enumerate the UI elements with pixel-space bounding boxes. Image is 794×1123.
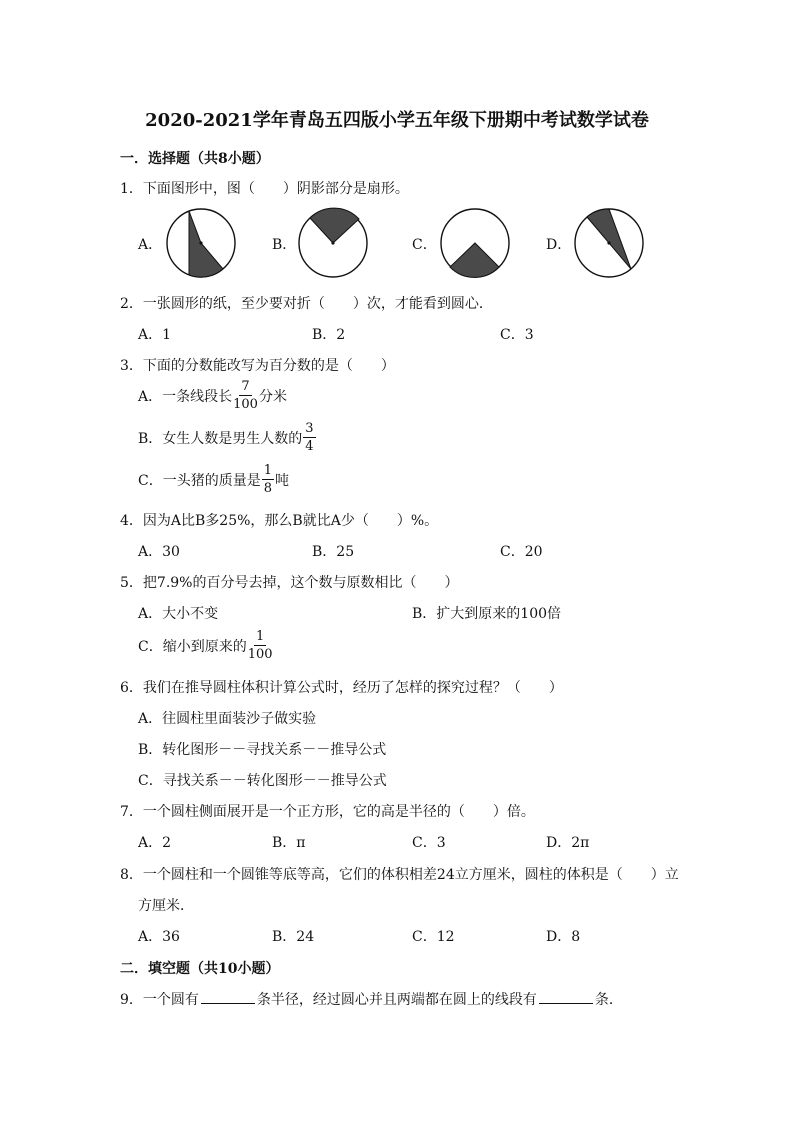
fraction-denominator: 8	[263, 481, 272, 496]
q1-figure-a	[165, 207, 237, 279]
q1-option-b-label: B．	[272, 237, 297, 253]
q3-option-a-prefix: A．一条线段长	[138, 388, 233, 405]
q9-suffix: 条．	[594, 992, 623, 1008]
q8-option-c: C．12	[412, 929, 455, 945]
q1-figure-d	[573, 207, 645, 279]
fraction-denominator: 100	[233, 397, 258, 412]
q5-option-c-prefix: C．缩小到原来的	[138, 638, 247, 655]
section-choice-heading: 一．选择题（共8小题）	[120, 151, 270, 167]
q5-option-a: A．大小不变	[138, 606, 219, 622]
fraction-numerator: 1	[263, 463, 272, 478]
question-5-text: 5．把7.9%的百分号去掉，这个数与原数相比（ ）	[120, 575, 459, 591]
question-6-text: 6．我们在推导圆柱体积计算公式时，经历了怎样的探究过程？（ ）	[120, 680, 563, 696]
q8-option-d: D．8	[546, 929, 581, 945]
question-9	[120, 989, 623, 1009]
q1-figure-c	[439, 207, 511, 279]
question-8-text-line1: 8．一个圆柱和一个圆锥等底等高，它们的体积相差24立方厘米，圆柱的体积是（ ）立	[120, 867, 679, 883]
q4-option-c: C．20	[500, 544, 543, 560]
q3-option-a-suffix: 分米	[258, 388, 287, 405]
question-8-text-line2: 方厘米．	[138, 898, 194, 914]
q8-option-b: B．24	[272, 929, 315, 945]
q9-blank-2[interactable]	[539, 989, 593, 1004]
q9-middle: 条半径，经过圆心并且两端都在圆上的线段有	[256, 992, 537, 1008]
q7-option-b: B．π	[272, 835, 306, 851]
q3-option-b	[138, 422, 317, 453]
q1-figure-b	[297, 207, 369, 279]
q2-option-a: A．1	[138, 327, 172, 343]
question-3-text: 3．下面的分数能改写为百分数的是（ ）	[120, 358, 395, 374]
q3-option-a-fraction	[233, 380, 258, 411]
q1-option-c-label: C．	[412, 237, 437, 253]
q7-option-a: A．2	[138, 835, 172, 851]
question-4-text: 4．因为A比B多25%，那么B就比A少（ ）%。	[120, 513, 439, 529]
q6-option-b: B．转化图形－－寻找关系－－推导公式	[138, 742, 387, 758]
q6-option-c: C．寻找关系－－转化图形－－推导公式	[138, 773, 387, 789]
page-title: 2020-2021学年青岛五四版小学五年级下册期中考试数学试卷	[145, 110, 649, 131]
q7-option-c: C．3	[412, 835, 446, 851]
q1-option-d-label: D．	[546, 237, 572, 253]
q9-blank-1[interactable]	[201, 989, 255, 1004]
question-2-text: 2．一张圆形的纸，至少要对折（ ）次，才能看到圆心．	[120, 296, 493, 312]
q1-option-a-label: A．	[138, 237, 163, 253]
q5-option-c	[138, 630, 274, 661]
fraction-numerator: 3	[305, 421, 314, 436]
q3-option-b-fraction	[303, 422, 315, 453]
question-7-text: 7．一个圆柱侧面展开是一个正方形，它的高是半径的（ ）倍。	[120, 804, 535, 820]
q3-option-c	[138, 464, 289, 495]
q3-option-b-prefix: B．女生人数是男生人数的	[138, 430, 303, 447]
q7-option-d: D．2π	[546, 835, 590, 851]
fraction-denominator: 4	[305, 439, 314, 454]
fraction-numerator: 7	[241, 379, 250, 394]
q8-option-a: A．36	[138, 929, 180, 945]
q3-option-c-fraction	[262, 464, 274, 495]
q9-prefix: 9．一个圆有	[120, 992, 199, 1008]
fraction-numerator: 1	[255, 629, 265, 644]
q3-option-c-prefix: C．一头猪的质量是	[138, 472, 261, 489]
q3-option-c-suffix: 吨	[275, 472, 289, 489]
section-fill-heading: 二．填空题（共10小题）	[120, 961, 280, 977]
q2-option-c: C．3	[500, 327, 534, 343]
question-1-text: 1．下面图形中，图（ ）阴影部分是扇形。	[120, 181, 409, 197]
q5-option-b: B．扩大到原来的100倍	[412, 606, 562, 622]
q6-option-a: A．往圆柱里面装沙子做实验	[138, 711, 317, 727]
q4-option-b: B．25	[312, 544, 355, 560]
q5-option-c-fraction	[248, 630, 273, 661]
q3-option-a	[138, 380, 287, 411]
q4-option-a: A．30	[138, 544, 180, 560]
q2-option-b: B．2	[312, 327, 346, 343]
fraction-denominator: 100	[247, 647, 273, 662]
